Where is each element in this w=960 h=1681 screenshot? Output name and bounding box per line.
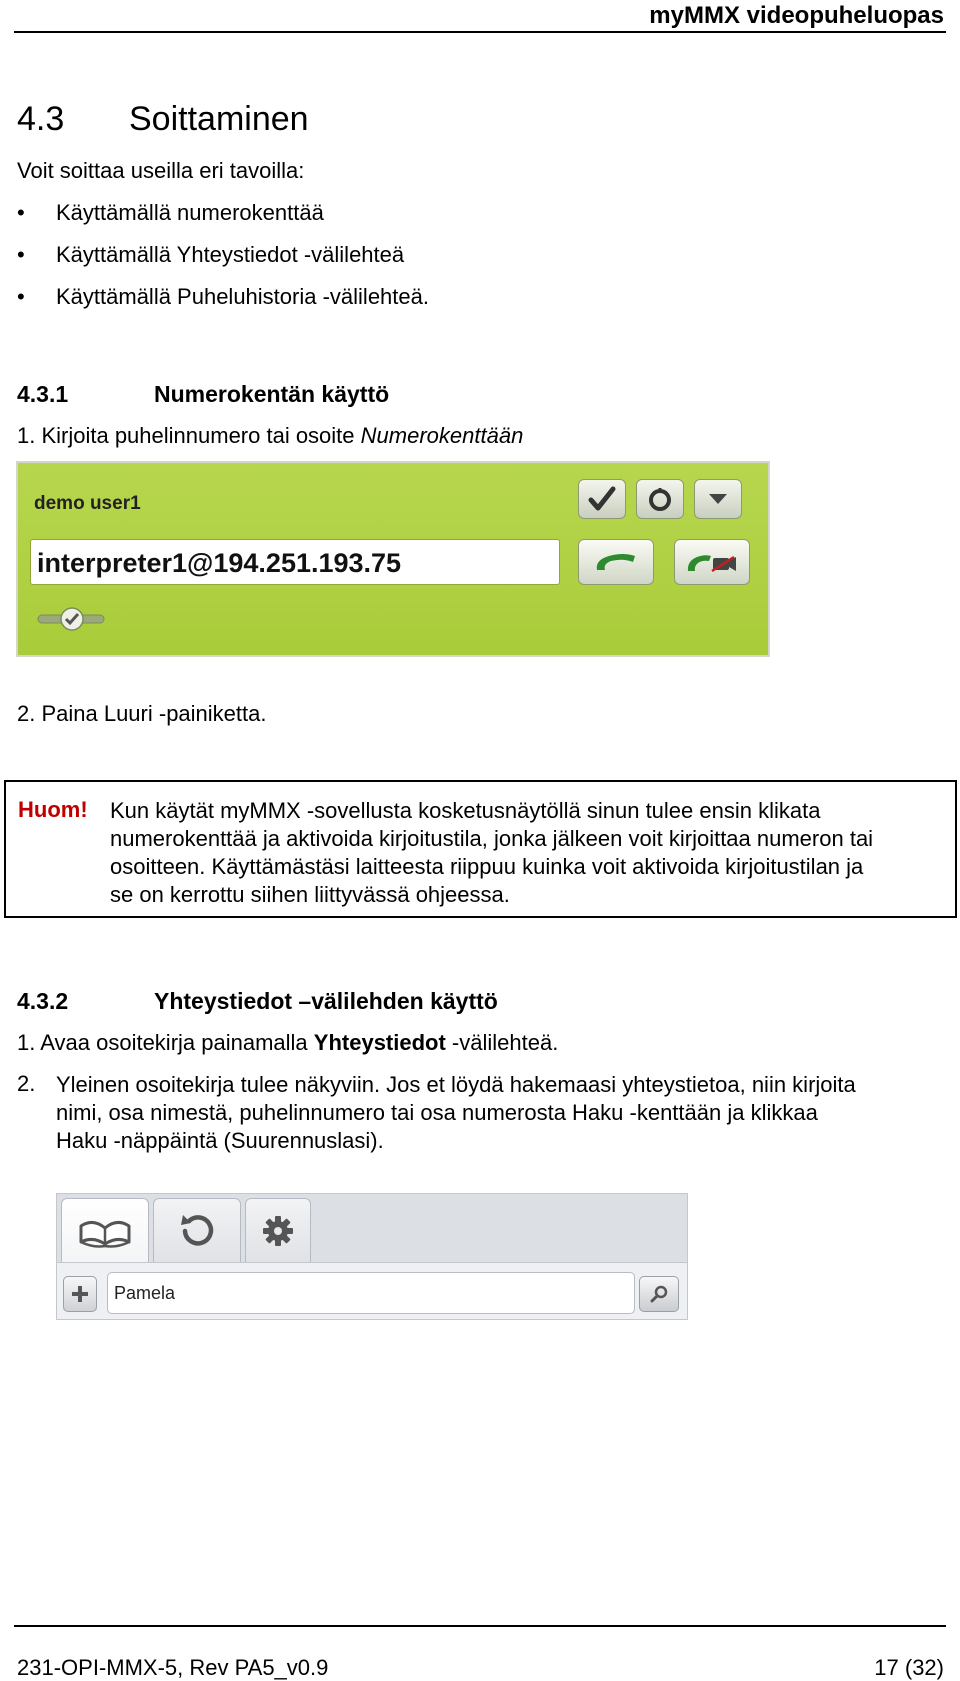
step-2-line: Haku -näppäintä (Suurennuslasi). [56,1128,384,1153]
section-intro: Voit soittaa useilla eri tavoilla: [17,158,305,183]
add-contact-button[interactable] [63,1276,97,1312]
search-button[interactable] [639,1276,679,1312]
step-1-text [17,423,523,449]
page-header-title: myMMX videopuheluopas [649,2,944,29]
subsection-title: Yhteystiedot –välilehden käyttö [154,988,498,1014]
status-ok-button[interactable] [578,479,626,519]
tab-call-history[interactable] [153,1198,241,1262]
step-2-line: nimi, osa nimestä, puhelinnumero tai osa numerosta Haku -kenttään ja klikkaa [56,1100,818,1125]
header-rule [14,31,946,33]
step-2-text: 2. Paina Luuri -painiketta. [17,701,267,726]
footer-page-number: 17 (32) [874,1655,944,1680]
bullet-item: Käyttämällä Puheluhistoria -välilehteä. [56,284,429,309]
step-2-line: Yleinen osoitekirja tulee näkyviin. Jos et löydä hakemaasi yhteystietoa, niin kirjoita [56,1072,856,1097]
bullet-marker: • [17,242,25,267]
section-number: 4.3 [17,100,65,138]
subsection-heading [17,381,389,408]
step-1-prefix: 1. Kirjoita puhelinnumero tai osoite [17,423,361,448]
note-line: osoitteen. Käyttämästäsi laitteesta riippuu kuinka voit aktivoida kirjoitustilan ja [110,854,864,879]
bullet-item: Käyttämällä Yhteystiedot -välilehteä [56,242,405,267]
note-line: se on kerrottu siihen liittyvässä ohjeessa. [110,882,510,907]
step-1-suffix: -välilehteä. [445,1030,559,1055]
settings-gear-icon [261,1214,295,1248]
tab-settings[interactable] [245,1198,311,1262]
step-2-text [56,1071,856,1155]
note-label: Huom! [18,797,88,822]
dropdown-icon [707,492,729,506]
note-text [110,797,950,909]
step-1-tab-name: Yhteystiedot [313,1030,446,1055]
call-button[interactable] [578,539,654,585]
video-call-button[interactable] [674,539,750,585]
history-icon [175,1209,219,1253]
subsection-number: 4.3.1 [17,381,69,407]
status-icon [648,486,672,512]
search-bar [57,1262,688,1320]
step-2-number: 2. [17,1071,36,1096]
footer-doc-id: 231-OPI-MMX-5, Rev PA5_v0.9 [17,1655,329,1680]
video-phone-icon [685,549,739,575]
presence-toggle-icon[interactable] [36,605,106,633]
bullet-marker: • [17,284,25,309]
subsection-heading [17,988,498,1015]
step-1-field-name: Numerokenttään [360,423,524,448]
bullet-marker: • [17,200,25,225]
address-book-screenshot [56,1193,688,1320]
note-line: Kun käytät myMMX -sovellusta kosketusnäytöllä sinun tulee ensin klikata [110,798,821,823]
magnifier-icon [649,1284,669,1304]
section-title: Soittaminen [129,100,309,138]
number-field[interactable]: interpreter1@194.251.193.75 [30,539,560,585]
footer-rule [14,1625,946,1627]
note-line: numerokenttää ja aktivoida kirjoitustila, jonka jälkeen voit kirjoittaa numeron tai [110,826,874,851]
check-icon [587,485,617,513]
dial-user-name: demo user1 [34,493,141,514]
book-icon [75,1212,135,1252]
menu-dropdown-button[interactable] [694,479,742,519]
note-box [4,780,957,918]
dial-panel-screenshot [16,461,770,657]
presence-status-button[interactable] [636,479,684,519]
search-input[interactable]: Pamela [107,1272,635,1314]
step-1-text [17,1030,558,1056]
phone-icon [593,550,639,574]
section-heading [17,100,309,139]
tab-contacts[interactable] [61,1198,149,1264]
step-1-prefix: 1. Avaa osoitekirja painamalla [17,1030,314,1055]
subsection-title: Numerokentän käyttö [154,381,390,407]
plus-icon [70,1284,90,1304]
subsection-number: 4.3.2 [17,988,69,1014]
bullet-item: Käyttämällä numerokenttää [56,200,324,225]
